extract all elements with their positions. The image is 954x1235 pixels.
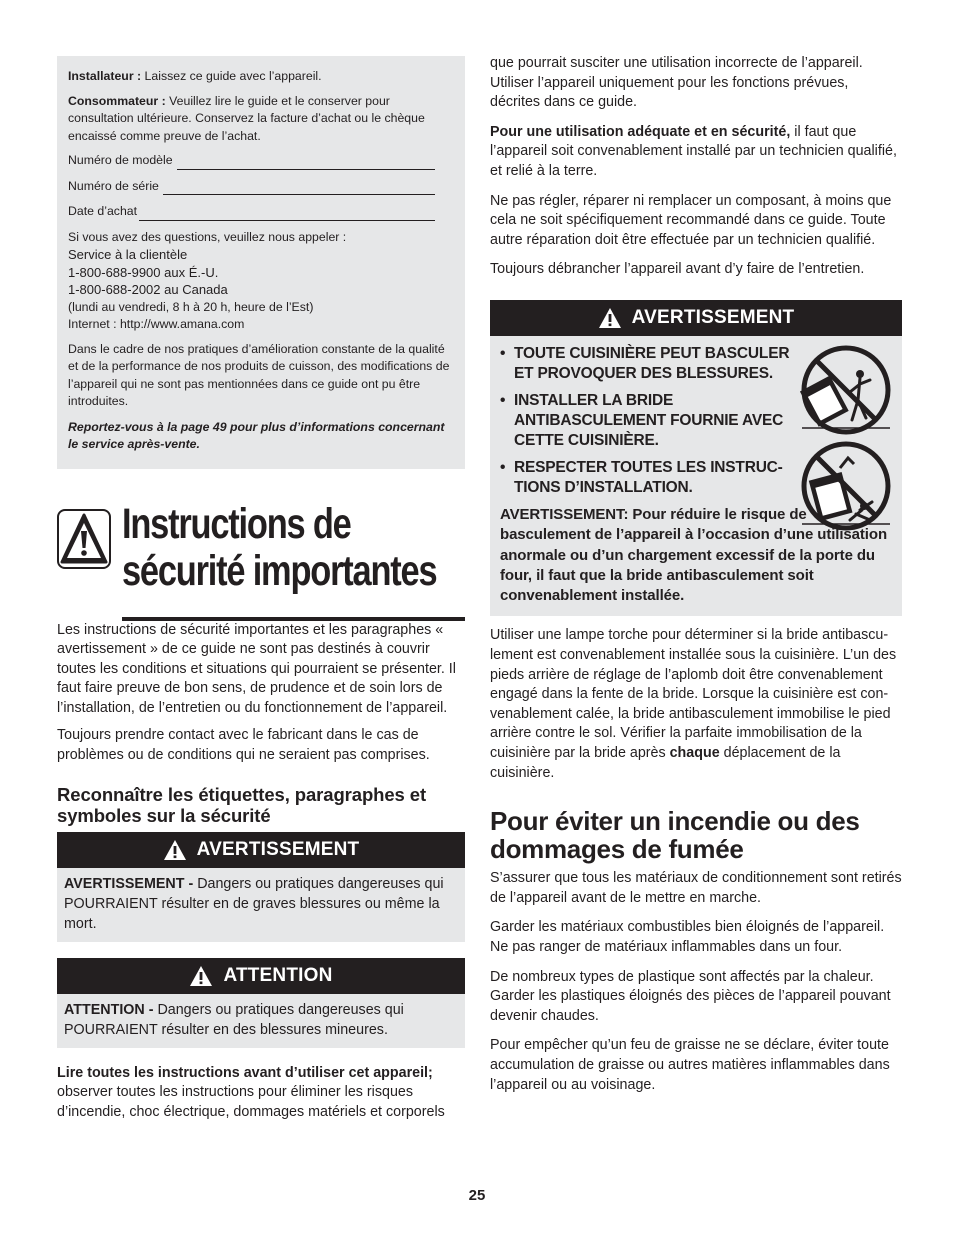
improvement-note: Dans le cadre de nos pratiques d’amélioration constante de la qualité et de la performance de nos produits de cuisson, des modifications de l’appareil qui ne sont pas mentionnées dans ce guide ont pu être introduites. xyxy=(68,341,450,408)
left-column xyxy=(57,56,465,1130)
anti-tip-warning-box xyxy=(490,300,902,616)
safety-labels-heading: Reconnaître les étiquettes, paragraphes et symboles sur la sécurité xyxy=(57,783,427,826)
page-title xyxy=(57,497,465,625)
list-item: • INSTALLER LA BRIDE ANTIBASCULEMENT FOURNIE AVEC CETTE CUISINIÈRE. xyxy=(500,391,790,451)
title-line-2: sécurité importantes xyxy=(122,546,437,595)
title-underline xyxy=(122,617,465,621)
model-number-field: Numéro de modèle xyxy=(68,152,455,170)
service-reference-note: Reportez-vous à la page 49 pour plus d’informations concernant le service après-vente. xyxy=(68,419,445,451)
contact-info: Si vous avez des questions, veuillez nous appeler : Service à la clientèle 1-800-688-9900 aux É.-U. 1-800-688-2002 au Canada (lundi au vendredi, 8 h à 20 h, heure de l’Est) Internet : http://www.amana.com xyxy=(68,229,455,334)
title-line-1: Instructions de xyxy=(122,499,351,548)
fire-section-heading: Pour éviter un incendie ou des dommages de fumée xyxy=(490,806,860,865)
right-paragraph-2: Pour une utilisation adéquate et en sécurité, il faut que l’appareil soit convenablement installé par un technicien qualifié, et relié à la terre. xyxy=(490,123,897,179)
warning-label: AVERTISSEMENT AVERTISSEMENT - Dangers ou pratiques dangereuses qui POURRAIENT résulter en de graves blessures ou même la mort. xyxy=(57,832,465,942)
flashlight-paragraph: Utiliser une lampe torche pour déterminer si la bride antibascu-lement est convenablement installée sous la cuisinière. L’un des pieds arrière de réglage de l’aplomb doit être convenablement engagé dans la fente de la bride. Lorsque la cuisinière est con-venablement calée, la bride antibasculement immobilise le pied arrière contre le sol. Vérifier la parfaite immobilisation de la cuisinière par la bride après chaque déplacement de la cuisinière. xyxy=(490,627,897,781)
intro-paragraph-2: Toujours prendre contact avec le fabricant dans le cas de problèmes ou de conditions qui ne seraient pas comprises. xyxy=(57,727,430,764)
fire-paragraph-2: Garder les matériaux combustibles bien éloignés de l’appareil. Ne pas ranger de matériaux inflammables dans un four. xyxy=(490,919,885,955)
owner-info-box xyxy=(57,56,465,469)
intro-paragraph-1: Les instructions de sécurité importantes et les paragraphes « avertissement » de ce guide ne sont pas destinés à couvrir toutes les conditions et situations qui pourraient se présenter. Il faut faire preuve de bon sens, de prudence et de soin lors de l’installation, de l’entretien ou du fonctionnement de l’appareil. xyxy=(57,621,456,716)
warning-triangle-icon xyxy=(57,509,111,569)
right-paragraph-3: Ne pas régler, réparer ni remplacer un composant, à moins que cela ne soit spécifiquement recommandé dans ce guide. Toute autre réparation doit être effectuée par un technicien qualifié. xyxy=(490,192,892,248)
fire-paragraph-1: S’assurer que tous les matériaux de conditionnement sont retirés de l’appareil avant de le mettre en marche. xyxy=(490,870,902,906)
warning-label-title: AVERTISSEMENT xyxy=(196,838,360,860)
anti-tip-warning-text: AVERTISSEMENT: Pour réduire le risque de basculement de l’appareil à l’occasion d’une utilisation anormale ou d’un chargement excessif de la porte du four, il faut que la bride antibasculement soit convenablement installée. xyxy=(500,505,888,605)
right-column xyxy=(490,54,902,1105)
right-paragraph-4: Toujours débrancher l’appareil avant d’y faire de l’entretien. xyxy=(490,261,865,278)
fire-paragraph-3: De nombreux types de plastique sont affectés par la chaleur. Garder les plastiques éloignés des pièces de l’appareil pouvant devenir chaudes. xyxy=(490,968,891,1024)
no-tip-over-icon xyxy=(800,440,892,532)
caution-label: ATTENTION ATTENTION - Dangers ou pratiques dangereuses qui POURRAIENT résulter en des blessures mineures. xyxy=(57,958,465,1048)
list-item: • RESPECTER TOUTES LES INSTRUC-TIONS D’INSTALLATION. xyxy=(500,458,790,498)
purchase-date-field: Date d’achat xyxy=(68,203,455,221)
page-number: 25 xyxy=(468,1187,486,1204)
anti-tip-bullets xyxy=(500,344,790,498)
anti-tip-warning-title: AVERTISSEMENT xyxy=(631,306,795,328)
internet-link[interactable]: Internet : http://www.amana.com xyxy=(68,317,245,331)
no-tip-over-icon xyxy=(800,344,892,436)
consumer-note: Consommateur : Veuillez lire le guide et le conserver pour consultation ultérieure. Conservez la facture d’achat ou le chèque encaissé comme preuve de l’achat. xyxy=(68,93,425,143)
right-paragraph-1: que pourrait susciter une utilisation incorrecte de l’appareil. Utiliser l’appareil uniquement pour les fonctions prévues, décrites dans ce guide. xyxy=(490,55,863,111)
installer-note: Installateur : Laissez ce guide avec l’appareil. xyxy=(68,69,322,83)
fire-paragraph-4: Pour empêcher qu’un feu de graisse ne se déclare, éviter toute accumulation de graisse ou autres matières inflammables dans l’appareil ou au voisinage. xyxy=(490,1037,890,1093)
serial-number-field: Numéro de série xyxy=(68,178,455,196)
warning-triangle-icon xyxy=(598,307,622,329)
list-item: • TOUTE CUISINIÈRE PEUT BASCULER ET PROVOQUER DES BLESSURES. xyxy=(500,344,790,384)
read-all-instructions: Lire toutes les instructions avant d’utiliser cet appareil; observer toutes les instructions pour éliminer les risques d’incendie, choc électrique, dommages matériels et corporels xyxy=(57,1064,445,1120)
warning-triangle-icon xyxy=(163,839,187,861)
warning-triangle-icon xyxy=(189,965,213,987)
caution-label-title: ATTENTION xyxy=(223,964,333,986)
